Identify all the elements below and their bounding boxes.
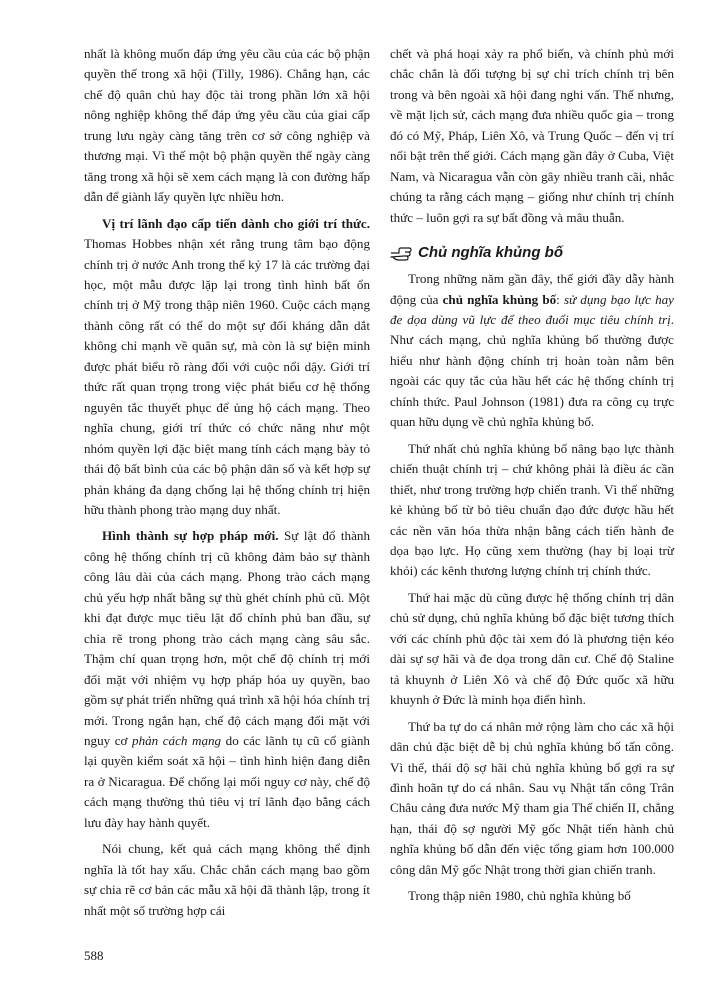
section-heading — [390, 244, 674, 261]
paragraph: Nói chung, kết quả cách mạng không thể định nghĩa là tốt hay xấu. Chắc chắn cách mạng bao gồm sự chia rẽ cơ bản các mẫu xã hội đã thành lập, trong ít nhất một số trường hợp cái — [84, 841, 370, 918]
right-column — [390, 44, 674, 907]
paragraph — [390, 269, 674, 433]
emphasized-term: phản cách mạng — [132, 732, 222, 748]
inline-heading: Vị trí lãnh đạo cấp tiến dành cho giới trí thức. — [102, 215, 370, 231]
paragraph: Thứ hai mặc dù cũng được hệ thống chính trị dân chủ sử dụng, chủ nghĩa khủng bố đặc biệt tương thích với các chính phủ độc tài xem đó là phương tiện kéo dài sự sợ hãi và đe dọa trong dân cư. Chế độ Staline tả khuynh ở Liên Xô và chế độ Đức quốc xã hữu khuynh ở Đức là minh họa điển hình. — [390, 589, 674, 708]
definition: sử dụng bạo lực hay đe dọa dùng vũ lực để theo đuổi mục tiêu chính trị — [390, 291, 674, 327]
key-term: chủ nghĩa khủng bố — [442, 291, 557, 307]
paragraph-text: Trong những năm gần đây, thế giới đầy dẫy hành động của — [390, 271, 674, 307]
inline-heading: Hình thành sự hợp pháp mới. — [102, 528, 279, 544]
hand-pointer-icon — [390, 245, 412, 261]
paragraph — [84, 214, 370, 521]
paragraph-text: . Như cách mạng, chủ nghĩa khủng bố thường được hiểu như hành động chính trị hoàn toàn nằm bên ngoài các quy tắc của hầu hết các hệ thống chính trị chính thức. Paul Johnson (1981) đưa ra công cụ trực quan hữu dụng về chủ nghĩa khủng bố. — [390, 311, 674, 430]
paragraph-text: : — [556, 291, 564, 307]
paragraph: Trong thập niên 1980, chủ nghĩa khủng bố — [408, 888, 631, 904]
left-column — [84, 44, 370, 921]
paragraph-text: do các lãnh tụ cũ cố giành lại quyền kiểm soát xã hội – tình hình hiện đang diễn ra ở Nicaragua. Để chống lại mối nguy cơ này, chế độ cách mạng thường thủ tiêu vị trí lãnh đạo bằng cách lưu đày hay hành quyết. — [84, 732, 370, 830]
paragraph: Thứ ba tự do cá nhân mở rộng làm cho các xã hội dân chủ đặc biệt dễ bị chủ nghĩa khủng bố tấn công. Vì thế, thái độ sợ hãi chủ nghĩa khủng bố gợi ra sự đình hoãn tự do cá nhân. Sau vụ Nhật tấn công Trân Châu cảng đưa nước Mỹ tham gia Thế chiến II, chẳng hạn, thái độ sợ người Mỹ gốc Nhật tiến hành chủ nghĩa khủng bố dẫn đến việc tống giam hơn 100.000 công dân Mỹ gốc Nhật trong thời gian chiến tranh. — [390, 718, 674, 877]
paragraph — [84, 526, 370, 833]
paragraph: chết và phá hoại xảy ra phổ biến, và chính phủ mới chắc chắn là đối tượng bị sự chỉ trích chính trị bên trong và bên ngoài xã hội đang nghi vấn. Thế nhưng, về mặt lịch sử, cách mạng đưa nhiều quốc gia – trong đó có Mỹ, Pháp, Liên Xô, và Trung Quốc – đến vị trí nổi bật trên thế giới. Cách mạng gần đây ở Cuba, Việt Nam, và Nicaragua vẫn còn gây nhiều tranh cãi, nhắc chúng ta rằng cách mạng – giống như chính trị chính thức – luôn gợi ra sự bất đồng và mâu thuẫn. — [390, 46, 674, 225]
paragraph-text: Thomas Hobbes nhận xét rằng trung tâm bạo động chính trị ở nước Anh trong thế kỷ 17 là các trường đại học, một mẫu được lặp lại trong tình hình bất ổn chính trị ở Mỹ trong thập niên 1960. Cuộc cách mạng thành công rất có thể do một sự đối kháng dẫn dắt không chỉ mạnh về quân sự, mà còn là sự biện minh được phát biểu rõ ràng đối với cuộc nổi dậy. Giới trí thức rất quan trọng trong việc phát biểu cơ hệ thống nguyên tắc thuyết phục để ủng hộ cách mạng. Theo nghĩa chung, giới trí thức có chức năng như một nhóm quyền lợi đặc biệt mang tính cách mạng bày tỏ thái độ bất bình của các bộ phận dân số và kết hợp sự phản kháng đa dạng chống lại hệ thống chính trị hiện hữu thành phong trào mạng duy nhất. — [84, 236, 370, 517]
paragraph: Thứ nhất chủ nghĩa khủng bố nâng bạo lực thành chiến thuật chính trị – chứ không phải là điều ác cần thiết, như trong trường hợp chiến tranh. Vì thế những kẻ khủng bố từ bỏ tiêu chuẩn đạo đức được hầu hết các nền văn hóa thừa nhận bằng cách tiến hành đe dọa bạo lực. Họ cũng xem thường (hay bị loại trừ khỏi) các kênh thương lượng chính trị chính thức. — [390, 440, 674, 579]
paragraph: nhất là không muốn đáp ứng yêu cầu của các bộ phận quyền thế trong xã hội (Tilly, 1986). Chẳng hạn, các chế độ quân chủ hay độc tài trong phần lớn xã hội nông nghiệp không thể đáp ứng yêu cầu của giai cấp trung lưu ngày càng tăng trên cơ sở công nghiệp và thương mại. Vì thế một bộ phận quyền thế ngày càng tăng trong xã hội sẽ xem cách mạng là con đường hấp dẫn để giành lấy quyền lực nhiều hơn. — [84, 46, 370, 205]
section-title: Chủ nghĩa khủng bố — [418, 244, 563, 262]
paragraph-text: Sự lật đổ thành công hệ thống chính trị cũ không đảm bảo sự thành công lâu dài của cách mạng. Phong trào cách mạng chủ yếu hợp nhất bằng sự thù ghét chính phủ cũ. Một khi đạt được mục tiêu lật đổ chính phủ ban đầu, sự chia rẽ trong phong trào cách mạng càng sâu sắc. Thậm chí quan trọng hơn, một chế độ chính trị mới đối mặt với nhiệm vụ hợp pháp hóa uy quyền, bao gồm sự phát triển những quá trình xã hội hóa chính trị mới. Trong ngắn hạn, chế độ cách mạng đối mặt với nguy cơ — [84, 528, 370, 748]
page-number: 588 — [84, 948, 104, 963]
